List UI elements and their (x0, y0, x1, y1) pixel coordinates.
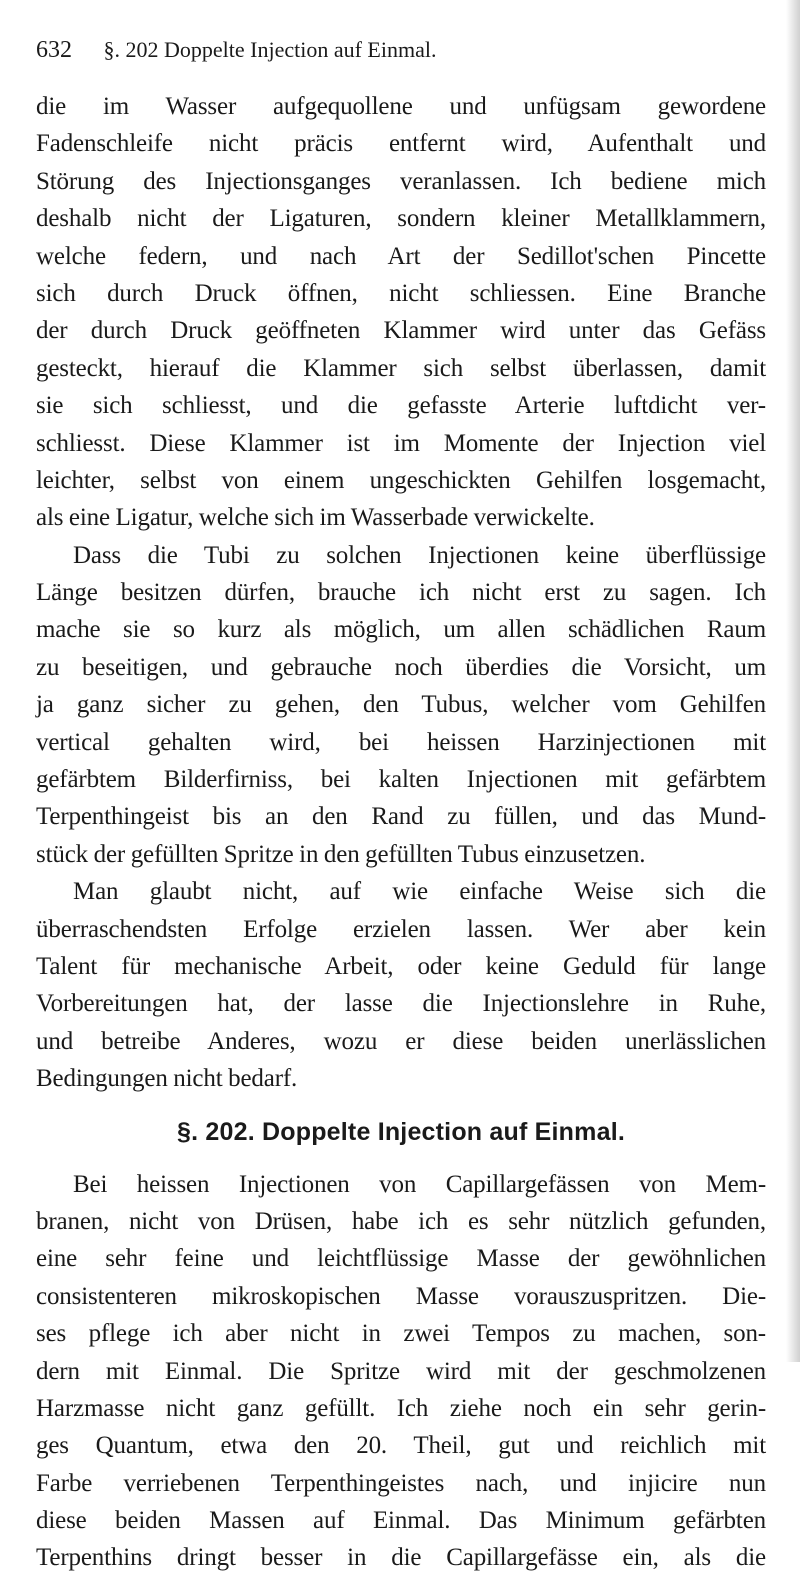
page-edge-shadow (786, 0, 800, 1362)
text-line: Farbe verriebenen Terpenthingeistes nach, und injicire nun (36, 1469, 766, 1497)
text-line: ges Quantum, etwa den 20. Theil, gut und reichlich mit (36, 1432, 766, 1460)
text-line: Bedingungen nicht bedarf. (36, 1065, 298, 1093)
text-line: gesteckt, hierauf die Klammer sich selbst überlassen, damit (36, 354, 766, 382)
text-line: diese beiden Massen auf Einmal. Das Minimum gefärbten (36, 1507, 766, 1535)
page-number: 632 (36, 37, 72, 63)
text-line: ja ganz sicher zu gehen, den Tubus, welcher vom Gehilfen (36, 691, 766, 719)
text-line: Man glaubt nicht, auf wie einfache Weise sich die (73, 878, 766, 906)
text-line: deshalb nicht der Ligaturen, sondern kleiner Metallklammern, (36, 205, 766, 233)
text-line: die im Wasser aufgequollene und unfügsam gewordene (36, 93, 766, 120)
section-heading: §. 202. Doppelte Injection auf Einmal. (177, 1117, 625, 1146)
text-line: Störung des Injectionsganges veranlassen. Ich bediene mich (36, 167, 766, 195)
text-line: Dass die Tubi zu solchen Injectionen keine überflüssige (73, 541, 766, 569)
text-line: branen, nicht von Drüsen, habe ich es sehr nützlich gefunden, (36, 1207, 766, 1235)
text-line: als eine Ligatur, welche sich im Wasserbade verwickelte. (36, 504, 595, 532)
paragraph-4 (36, 1166, 766, 1577)
text-line: zu beseitigen, und gebrauche noch überdies die Vorsicht, um (36, 653, 766, 681)
text-line: ses pflege ich aber nicht in zwei Tempos zu machen, son- (36, 1320, 766, 1348)
text-line: sie sich schliesst, und die gefasste Arterie luftdicht ver- (36, 392, 766, 420)
text-line: eine sehr feine und leichtflüssige Masse der gewöhnlichen (36, 1245, 766, 1273)
text-line: stück der gefüllten Spritze in den gefüllten Tubus einzusetzen. (36, 840, 646, 868)
body-text (36, 88, 766, 1577)
paragraph-1 (36, 88, 766, 537)
running-head-title: §. 202 Doppelte Injection auf Einmal. (103, 37, 437, 62)
text-line: vertical gehalten wird, bei heissen Harzinjectionen mit (36, 728, 766, 756)
text-line: Bei heissen Injectionen von Capillargefässen von Mem- (73, 1170, 766, 1198)
text-line: Harzmasse nicht ganz gefüllt. Ich ziehe noch ein sehr gerin- (36, 1394, 766, 1422)
text-line: schliesst. Diese Klammer ist im Momente der Injection viel (36, 429, 766, 457)
text-line: Fadenschleife nicht präcis entfernt wird, Aufenthalt und (36, 130, 766, 158)
paragraph-2 (36, 537, 766, 874)
text-line: und betreibe Anderes, wozu er diese beiden unerlässlichen (36, 1027, 766, 1055)
text-line: Länge besitzen dürfen, brauche ich nicht erst zu sagen. Ich (36, 579, 766, 607)
text-line: Talent für mechanische Arbeit, oder keine Geduld für lange (36, 952, 766, 980)
paragraph-3 (36, 873, 766, 1097)
text-line: Terpenthingeist bis an den Rand zu füllen, und das Mund- (36, 803, 766, 831)
text-line: Vorbereitungen hat, der lasse die Injectionslehre in Ruhe, (36, 990, 766, 1018)
text-line: der durch Druck geöffneten Klammer wird unter das Gefäss (36, 317, 766, 345)
text-line: Terpenthins dringt besser in die Capillargefässe ein, als die (36, 1544, 766, 1572)
text-line: leichter, selbst von einem ungeschickten Gehilfen losgemacht, (36, 466, 766, 494)
text-line: consistenteren mikroskopischen Masse vorauszuspritzen. Die- (36, 1282, 766, 1310)
text-line: sich durch Druck öffnen, nicht schliessen. Eine Branche (36, 279, 766, 307)
text-line: überraschendsten Erfolge erzielen lassen. Wer aber kein (36, 915, 766, 943)
text-line: gefärbtem Bilderfirniss, bei kalten Injectionen mit gefärbtem (36, 766, 766, 794)
text-line: welche federn, und nach Art der Sedillot'schen Pincette (36, 242, 766, 270)
running-head (36, 34, 736, 66)
text-line: mache sie so kurz als möglich, um allen schädlichen Raum (36, 616, 766, 644)
text-line: dern mit Einmal. Die Spritze wird mit der geschmolzenen (36, 1357, 766, 1385)
